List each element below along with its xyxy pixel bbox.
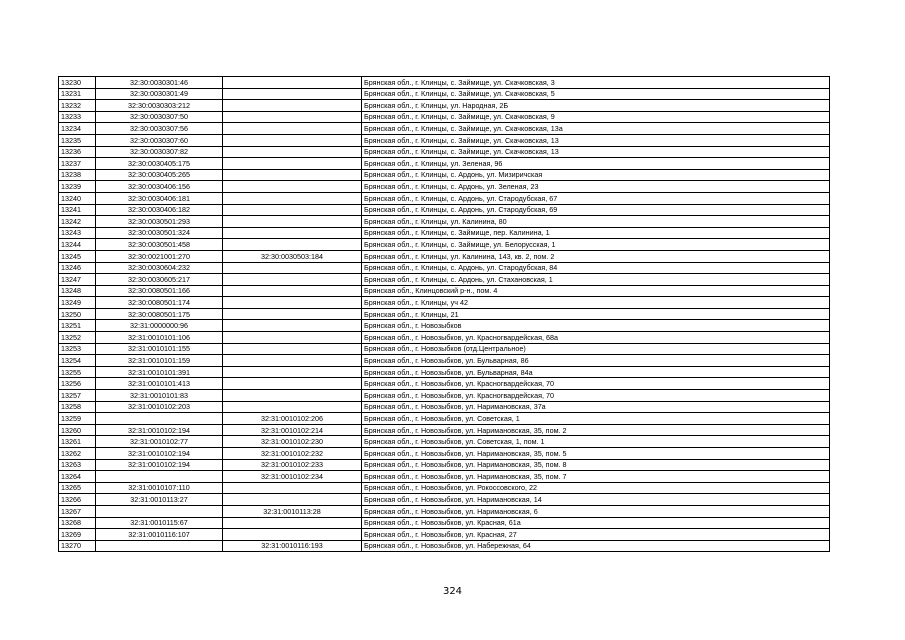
- address-cell: Брянская обл., г. Новозыбков, ул. Наримановская, 6: [362, 505, 830, 517]
- table-row: [59, 77, 830, 89]
- table-row: [59, 424, 830, 436]
- linked-cadastral-number-cell: [223, 134, 362, 146]
- address-cell: Брянская обл., г. Новозыбков, ул. Наримановская, 37а: [362, 401, 830, 413]
- address-cell: Брянская обл., г. Клинцы, с. Ардонь, ул. Мизиричская: [362, 169, 830, 181]
- address-cell: Брянская обл., г. Новозыбков, ул. Красная, 27: [362, 529, 830, 541]
- linked-cadastral-number-cell: [223, 158, 362, 170]
- row-number-cell: 13247: [59, 274, 96, 286]
- row-number-cell: 13265: [59, 482, 96, 494]
- row-number-cell: 13243: [59, 227, 96, 239]
- table-row: [59, 517, 830, 529]
- address-cell: Брянская обл., г. Новозыбков, ул. Наримановская, 35, пом. 8: [362, 459, 830, 471]
- row-number-cell: 13231: [59, 88, 96, 100]
- address-cell: Брянская обл., г. Клинцы, с. Ардонь, ул. Стародубская, 67: [362, 192, 830, 204]
- address-cell: Брянская обл., г. Клинцы, уч 42: [362, 297, 830, 309]
- table-row: [59, 111, 830, 123]
- cadastral-number-cell: 32:31:0010101:83: [96, 390, 223, 402]
- table-row: [59, 123, 830, 135]
- table-row: [59, 436, 830, 448]
- cadastral-number-cell: 32:30:0030301:46: [96, 77, 223, 89]
- address-cell: Брянская обл., г. Клинцы, с. Ардонь, ул. Зеленая, 23: [362, 181, 830, 193]
- linked-cadastral-number-cell: [223, 332, 362, 344]
- table-row: [59, 297, 830, 309]
- address-cell: Брянская обл., г. Новозыбков, ул. Наримановская, 14: [362, 494, 830, 506]
- address-cell: Брянская обл., г. Клинцы, с. Займище, ул. Скачковская, 13: [362, 146, 830, 158]
- cadastral-number-cell: 32:30:0030605:217: [96, 274, 223, 286]
- address-cell: Брянская обл., г. Новозыбков: [362, 320, 830, 332]
- table-row: [59, 366, 830, 378]
- cadastral-number-cell: 32:30:0080501:175: [96, 308, 223, 320]
- table-row: [59, 505, 830, 517]
- page-number: 324: [442, 586, 463, 597]
- cadastral-number-cell: 32:30:0030501:293: [96, 216, 223, 228]
- cadastral-number-cell: 32:31:0010102:194: [96, 424, 223, 436]
- cadastral-number-cell: 32:30:0030405:175: [96, 158, 223, 170]
- row-number-cell: 13250: [59, 308, 96, 320]
- linked-cadastral-number-cell: [223, 169, 362, 181]
- cadastral-number-cell: 32:30:0030406:182: [96, 204, 223, 216]
- row-number-cell: 13261: [59, 436, 96, 448]
- cadastral-number-cell: [96, 540, 223, 552]
- linked-cadastral-number-cell: [223, 204, 362, 216]
- address-cell: Брянская обл., г. Новозыбков, ул. Рокоссовского, 22: [362, 482, 830, 494]
- address-cell: Брянская обл., г. Новозыбков, ул. Наримановская, 35, пом. 5: [362, 448, 830, 460]
- linked-cadastral-number-cell: 32:31:0010102:230: [223, 436, 362, 448]
- row-number-cell: 13252: [59, 332, 96, 344]
- linked-cadastral-number-cell: 32:31:0010102:234: [223, 471, 362, 483]
- linked-cadastral-number-cell: 32:31:0010102:206: [223, 413, 362, 425]
- cadastral-number-cell: 32:31:0010116:107: [96, 529, 223, 541]
- row-number-cell: 13246: [59, 262, 96, 274]
- linked-cadastral-number-cell: [223, 192, 362, 204]
- table-row: [59, 308, 830, 320]
- cadastral-number-cell: 32:31:0010102:77: [96, 436, 223, 448]
- cadastral-number-cell: 32:30:0030405:265: [96, 169, 223, 181]
- row-number-cell: 13249: [59, 297, 96, 309]
- address-cell: Брянская обл., г. Клинцы, ул. Зеленая, 96: [362, 158, 830, 170]
- linked-cadastral-number-cell: [223, 343, 362, 355]
- cadastral-number-cell: 32:31:0010115:67: [96, 517, 223, 529]
- table-row: [59, 181, 830, 193]
- table-row: [59, 529, 830, 541]
- table-row: [59, 332, 830, 344]
- row-number-cell: 13253: [59, 343, 96, 355]
- table-row: [59, 471, 830, 483]
- cadastral-number-cell: 32:31:0010101:413: [96, 378, 223, 390]
- address-cell: Брянская обл., г. Новозыбков, ул. Бульварная, 86: [362, 355, 830, 367]
- cadastral-number-cell: 32:30:0030604:232: [96, 262, 223, 274]
- row-number-cell: 13248: [59, 285, 96, 297]
- address-cell: Брянская обл., г. Новозыбков, ул. Набережная, 64: [362, 540, 830, 552]
- linked-cadastral-number-cell: 32:30:0030503:184: [223, 250, 362, 262]
- table-row: [59, 482, 830, 494]
- row-number-cell: 13257: [59, 390, 96, 402]
- table-row: [59, 448, 830, 460]
- linked-cadastral-number-cell: [223, 366, 362, 378]
- table-row: [59, 100, 830, 112]
- row-number-cell: 13245: [59, 250, 96, 262]
- address-cell: Брянская обл., г. Клинцы, ул. Калинина, 80: [362, 216, 830, 228]
- table-row: [59, 285, 830, 297]
- row-number-cell: 13268: [59, 517, 96, 529]
- records-table: [58, 76, 830, 552]
- cadastral-number-cell: 32:31:0010113:27: [96, 494, 223, 506]
- table-row: [59, 88, 830, 100]
- linked-cadastral-number-cell: [223, 378, 362, 390]
- row-number-cell: 13264: [59, 471, 96, 483]
- linked-cadastral-number-cell: [223, 285, 362, 297]
- row-number-cell: 13238: [59, 169, 96, 181]
- linked-cadastral-number-cell: 32:31:0010102:233: [223, 459, 362, 471]
- table-row: [59, 146, 830, 158]
- cadastral-number-cell: 32:30:0030303:212: [96, 100, 223, 112]
- address-cell: Брянская обл., г. Клинцы, с. Займище, ул. Скачковская, 9: [362, 111, 830, 123]
- cadastral-number-cell: [96, 505, 223, 517]
- linked-cadastral-number-cell: [223, 390, 362, 402]
- row-number-cell: 13255: [59, 366, 96, 378]
- row-number-cell: 13241: [59, 204, 96, 216]
- address-cell: Брянская обл., г. Клинцы, с. Займище, ул. Скачковская, 3: [362, 77, 830, 89]
- address-cell: Брянская обл., г. Новозыбков, ул. Красногвардейская, 70: [362, 378, 830, 390]
- row-number-cell: 13254: [59, 355, 96, 367]
- linked-cadastral-number-cell: 32:31:0010113:28: [223, 505, 362, 517]
- cadastral-number-cell: 32:30:0030307:56: [96, 123, 223, 135]
- cadastral-number-cell: 32:30:0080501:166: [96, 285, 223, 297]
- cadastral-number-cell: 32:31:0010101:106: [96, 332, 223, 344]
- address-cell: Брянская обл., г. Клинцы, с. Ардонь, ул. Стародубская, 84: [362, 262, 830, 274]
- address-cell: Брянская обл., г. Новозыбков (отд.Центральное): [362, 343, 830, 355]
- row-number-cell: 13263: [59, 459, 96, 471]
- linked-cadastral-number-cell: [223, 111, 362, 123]
- address-cell: Брянская обл., г. Новозыбков, ул. Красная, 61а: [362, 517, 830, 529]
- table-row: [59, 239, 830, 251]
- linked-cadastral-number-cell: 32:31:0010102:232: [223, 448, 362, 460]
- address-cell: Брянская обл., г. Новозыбков, ул. Советская, 1, пом. 1: [362, 436, 830, 448]
- address-cell: Брянская обл., г. Новозыбков, ул. Красногвардейская, 70: [362, 390, 830, 402]
- table-row: [59, 192, 830, 204]
- row-number-cell: 13258: [59, 401, 96, 413]
- table-row: [59, 459, 830, 471]
- address-cell: Брянская обл., г. Новозыбков, ул. Красногвардейская, 68а: [362, 332, 830, 344]
- records-table-body: [59, 77, 830, 552]
- linked-cadastral-number-cell: [223, 227, 362, 239]
- address-cell: Брянская обл., г. Новозыбков, ул. Бульварная, 84а: [362, 366, 830, 378]
- cadastral-number-cell: 32:30:0021001:270: [96, 250, 223, 262]
- row-number-cell: 13240: [59, 192, 96, 204]
- table-row: [59, 204, 830, 216]
- table-row: [59, 494, 830, 506]
- linked-cadastral-number-cell: [223, 181, 362, 193]
- row-number-cell: 13233: [59, 111, 96, 123]
- linked-cadastral-number-cell: [223, 100, 362, 112]
- linked-cadastral-number-cell: [223, 77, 362, 89]
- cadastral-number-cell: 32:31:0010102:194: [96, 448, 223, 460]
- cadastral-number-cell: 32:31:0010107:110: [96, 482, 223, 494]
- table-row: [59, 401, 830, 413]
- cadastral-number-cell: 32:30:0030501:458: [96, 239, 223, 251]
- table-row: [59, 169, 830, 181]
- table-row: [59, 378, 830, 390]
- table-row: [59, 320, 830, 332]
- address-cell: Брянская обл., г. Клинцы, с. Займище, ул. Скачковская, 13а: [362, 123, 830, 135]
- table-row: [59, 540, 830, 552]
- table-row: [59, 262, 830, 274]
- address-cell: Брянская обл., г. Клинцы, ул. Народная, 2Б: [362, 100, 830, 112]
- linked-cadastral-number-cell: 32:31:0010102:214: [223, 424, 362, 436]
- linked-cadastral-number-cell: [223, 308, 362, 320]
- table-row: [59, 216, 830, 228]
- cadastral-number-cell: 32:30:0030307:50: [96, 111, 223, 123]
- cadastral-number-cell: 32:31:0010101:159: [96, 355, 223, 367]
- address-cell: Брянская обл., г. Клинцы, ул. Калинина, 143, кв. 2, пом. 2: [362, 250, 830, 262]
- table-row: [59, 355, 830, 367]
- address-cell: Брянская обл., г. Клинцы, с. Займище, ул. Скачковская, 13: [362, 134, 830, 146]
- row-number-cell: 13244: [59, 239, 96, 251]
- row-number-cell: 13266: [59, 494, 96, 506]
- linked-cadastral-number-cell: [223, 123, 362, 135]
- cadastral-number-cell: 32:30:0080501:174: [96, 297, 223, 309]
- linked-cadastral-number-cell: [223, 517, 362, 529]
- table-row: [59, 274, 830, 286]
- row-number-cell: 13269: [59, 529, 96, 541]
- linked-cadastral-number-cell: [223, 355, 362, 367]
- address-cell: Брянская обл., г. Клинцы, с. Займище, ул. Белорусская, 1: [362, 239, 830, 251]
- linked-cadastral-number-cell: [223, 262, 362, 274]
- row-number-cell: 13236: [59, 146, 96, 158]
- linked-cadastral-number-cell: [223, 401, 362, 413]
- linked-cadastral-number-cell: [223, 482, 362, 494]
- row-number-cell: 13239: [59, 181, 96, 193]
- row-number-cell: 13260: [59, 424, 96, 436]
- cadastral-number-cell: 32:31:0010102:194: [96, 459, 223, 471]
- table-row: [59, 413, 830, 425]
- address-cell: Брянская обл., г. Клинцы, с. Ардонь, ул. Стародубская, 69: [362, 204, 830, 216]
- address-cell: Брянская обл., г. Новозыбков, ул. Советская, 1: [362, 413, 830, 425]
- linked-cadastral-number-cell: [223, 239, 362, 251]
- cadastral-number-cell: 32:31:0010101:155: [96, 343, 223, 355]
- linked-cadastral-number-cell: [223, 216, 362, 228]
- row-number-cell: 13256: [59, 378, 96, 390]
- cadastral-number-cell: 32:30:0030406:181: [96, 192, 223, 204]
- linked-cadastral-number-cell: [223, 274, 362, 286]
- address-cell: Брянская обл., Клинцовский р-н., пом. 4: [362, 285, 830, 297]
- cadastral-number-cell: 32:31:0010101:391: [96, 366, 223, 378]
- row-number-cell: 13251: [59, 320, 96, 332]
- address-cell: Брянская обл., г. Клинцы, с. Займище, пер. Калинина, 1: [362, 227, 830, 239]
- table-row: [59, 227, 830, 239]
- linked-cadastral-number-cell: [223, 494, 362, 506]
- table-row: [59, 343, 830, 355]
- table-row: [59, 390, 830, 402]
- cadastral-number-cell: [96, 471, 223, 483]
- address-cell: Брянская обл., г. Клинцы, с. Ардонь, ул. Стахановская, 1: [362, 274, 830, 286]
- linked-cadastral-number-cell: [223, 88, 362, 100]
- linked-cadastral-number-cell: [223, 146, 362, 158]
- linked-cadastral-number-cell: [223, 297, 362, 309]
- row-number-cell: 13242: [59, 216, 96, 228]
- cadastral-number-cell: 32:30:0030307:60: [96, 134, 223, 146]
- address-cell: Брянская обл., г. Клинцы, с. Займище, ул. Скачковская, 5: [362, 88, 830, 100]
- row-number-cell: 13267: [59, 505, 96, 517]
- row-number-cell: 13232: [59, 100, 96, 112]
- cadastral-number-cell: 32:30:0030307:82: [96, 146, 223, 158]
- linked-cadastral-number-cell: [223, 529, 362, 541]
- row-number-cell: 13235: [59, 134, 96, 146]
- row-number-cell: 13259: [59, 413, 96, 425]
- cadastral-number-cell: 32:31:0000000:96: [96, 320, 223, 332]
- table-row: [59, 134, 830, 146]
- row-number-cell: 13230: [59, 77, 96, 89]
- address-cell: Брянская обл., г. Клинцы, 21: [362, 308, 830, 320]
- cadastral-number-cell: [96, 413, 223, 425]
- address-cell: Брянская обл., г. Новозыбков, ул. Наримановская, 35, пом. 7: [362, 471, 830, 483]
- linked-cadastral-number-cell: [223, 320, 362, 332]
- row-number-cell: 13262: [59, 448, 96, 460]
- cadastral-number-cell: 32:30:0030501:324: [96, 227, 223, 239]
- row-number-cell: 13270: [59, 540, 96, 552]
- row-number-cell: 13237: [59, 158, 96, 170]
- row-number-cell: 13234: [59, 123, 96, 135]
- table-row: [59, 250, 830, 262]
- cadastral-number-cell: 32:30:0030406:156: [96, 181, 223, 193]
- cadastral-number-cell: 32:30:0030301:49: [96, 88, 223, 100]
- linked-cadastral-number-cell: 32:31:0010116:193: [223, 540, 362, 552]
- table-row: [59, 158, 830, 170]
- cadastral-number-cell: 32:31:0010102:203: [96, 401, 223, 413]
- address-cell: Брянская обл., г. Новозыбков, ул. Наримановская, 35, пом. 2: [362, 424, 830, 436]
